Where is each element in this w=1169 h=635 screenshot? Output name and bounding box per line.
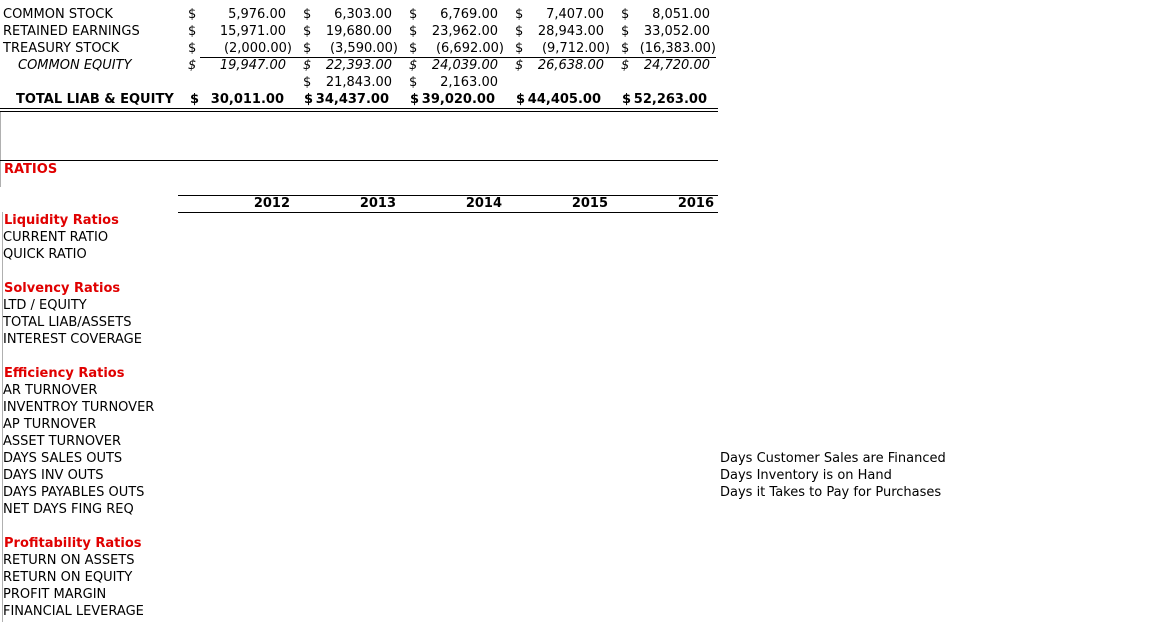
currency-symbol: $ <box>621 58 630 73</box>
ratio-days-sales-outs[interactable]: DAYS SALES OUTS <box>3 451 123 466</box>
currency-symbol: $ <box>303 75 312 90</box>
currency-symbol: $ <box>515 41 524 56</box>
cell-value[interactable]: 23,962.00 <box>431 24 498 39</box>
cell-value[interactable]: 19,947.00 <box>219 58 286 73</box>
note-days-inventory[interactable]: Days Inventory is on Hand <box>720 468 892 483</box>
currency-symbol: $ <box>622 92 632 107</box>
total-value[interactable]: 44,405.00 <box>527 92 601 107</box>
total-value[interactable]: 34,437.00 <box>315 92 389 107</box>
currency-symbol: $ <box>409 41 418 56</box>
ratio-total-liab-assets[interactable]: TOTAL LIAB/ASSETS <box>3 315 132 330</box>
ratio-ltd-equity[interactable]: LTD / EQUITY <box>3 298 87 313</box>
cell-value[interactable]: (16,383.00) <box>639 41 716 56</box>
ratio-quick-ratio[interactable]: QUICK RATIO <box>3 247 87 262</box>
currency-symbol: $ <box>409 7 418 22</box>
cell-value[interactable]: 6,303.00 <box>334 7 392 22</box>
currency-symbol: $ <box>621 24 630 39</box>
cell-value[interactable]: (6,692.00) <box>435 41 504 56</box>
ratio-days-inv-outs[interactable]: DAYS INV OUTS <box>3 468 104 483</box>
currency-symbol: $ <box>621 41 630 56</box>
ratio-return-on-assets[interactable]: RETURN ON ASSETS <box>3 553 135 568</box>
section-heading-efficiency[interactable]: Efficiency Ratios <box>4 366 125 381</box>
ratio-ar-turnover[interactable]: AR TURNOVER <box>3 383 98 398</box>
cell-value[interactable]: 21,843.00 <box>325 75 392 90</box>
currency-symbol: $ <box>304 92 314 107</box>
cell-value[interactable]: 28,943.00 <box>537 24 604 39</box>
ratio-asset-turnover[interactable]: ASSET TURNOVER <box>3 434 122 449</box>
ratios-title[interactable]: RATIOS <box>4 162 58 177</box>
note-days-sales[interactable]: Days Customer Sales are Financed <box>720 451 946 466</box>
ratio-ap-turnover[interactable]: AP TURNOVER <box>3 417 97 432</box>
ratio-inventory-turnover[interactable]: INVENTROY TURNOVER <box>3 400 155 415</box>
ratio-profit-margin[interactable]: PROFIT MARGIN <box>3 587 107 602</box>
total-value[interactable]: 30,011.00 <box>210 92 284 107</box>
cell-value[interactable]: 22,393.00 <box>325 58 392 73</box>
ratio-interest-coverage[interactable]: INTEREST COVERAGE <box>3 332 142 347</box>
cell-value[interactable]: 24,039.00 <box>431 58 498 73</box>
row-label-retained-earnings[interactable]: RETAINED EARNINGS <box>3 24 140 39</box>
year-header[interactable]: 2015 <box>571 196 608 211</box>
row-label-treasury-stock[interactable]: TREASURY STOCK <box>3 41 120 56</box>
currency-symbol: $ <box>190 92 200 107</box>
ratio-days-payables-outs[interactable]: DAYS PAYABLES OUTS <box>3 485 145 500</box>
ratio-current-ratio[interactable]: CURRENT RATIO <box>3 230 109 245</box>
section-heading-solvency[interactable]: Solvency Ratios <box>4 281 121 296</box>
currency-symbol: $ <box>409 75 418 90</box>
section-heading-liquidity[interactable]: Liquidity Ratios <box>4 213 119 228</box>
currency-symbol: $ <box>515 7 524 22</box>
ratio-financial-leverage[interactable]: FINANCIAL LEVERAGE <box>3 604 144 619</box>
currency-symbol: $ <box>303 24 312 39</box>
year-header[interactable]: 2016 <box>677 196 714 211</box>
currency-symbol: $ <box>303 58 312 73</box>
currency-symbol: $ <box>188 7 197 22</box>
row-label-common-equity[interactable]: COMMON EQUITY <box>18 58 132 73</box>
cell-value[interactable]: 8,051.00 <box>652 7 710 22</box>
currency-symbol: $ <box>188 58 197 73</box>
cell-value[interactable]: 7,407.00 <box>546 7 604 22</box>
currency-symbol: $ <box>303 41 312 56</box>
currency-symbol: $ <box>188 24 197 39</box>
total-value[interactable]: 52,263.00 <box>633 92 707 107</box>
total-value[interactable]: 39,020.00 <box>421 92 495 107</box>
cell-value[interactable]: 19,680.00 <box>325 24 392 39</box>
cell-value[interactable]: 2,163.00 <box>440 75 498 90</box>
currency-symbol: $ <box>188 41 197 56</box>
row-label-common-stock[interactable]: COMMON STOCK <box>3 7 113 22</box>
cell-value[interactable]: (3,590.00) <box>329 41 398 56</box>
row-label-total-liab-equity[interactable]: TOTAL LIAB & EQUITY <box>16 92 174 107</box>
cell-value[interactable]: 6,769.00 <box>440 7 498 22</box>
currency-symbol: $ <box>515 24 524 39</box>
section-heading-profitability[interactable]: Profitability Ratios <box>4 536 142 551</box>
currency-symbol: $ <box>409 58 418 73</box>
cell-value[interactable]: 5,976.00 <box>228 7 286 22</box>
currency-symbol: $ <box>621 7 630 22</box>
cell-value[interactable]: 24,720.00 <box>643 58 710 73</box>
currency-symbol: $ <box>303 7 312 22</box>
cell-value[interactable]: 26,638.00 <box>537 58 604 73</box>
note-days-payables[interactable]: Days it Takes to Pay for Purchases <box>720 485 942 500</box>
year-header[interactable]: 2012 <box>253 196 290 211</box>
currency-symbol: $ <box>409 24 418 39</box>
year-header[interactable]: 2014 <box>465 196 502 211</box>
currency-symbol: $ <box>516 92 526 107</box>
cell-value[interactable]: (2,000.00) <box>223 41 292 56</box>
cell-value[interactable]: 15,971.00 <box>219 24 286 39</box>
currency-symbol: $ <box>410 92 420 107</box>
ratio-return-on-equity[interactable]: RETURN ON EQUITY <box>3 570 133 585</box>
year-header[interactable]: 2013 <box>359 196 396 211</box>
cell-value[interactable]: 33,052.00 <box>643 24 710 39</box>
cell-value[interactable]: (9,712.00) <box>541 41 610 56</box>
ratio-net-days-fing-req[interactable]: NET DAYS FING REQ <box>3 502 134 517</box>
currency-symbol: $ <box>515 58 524 73</box>
